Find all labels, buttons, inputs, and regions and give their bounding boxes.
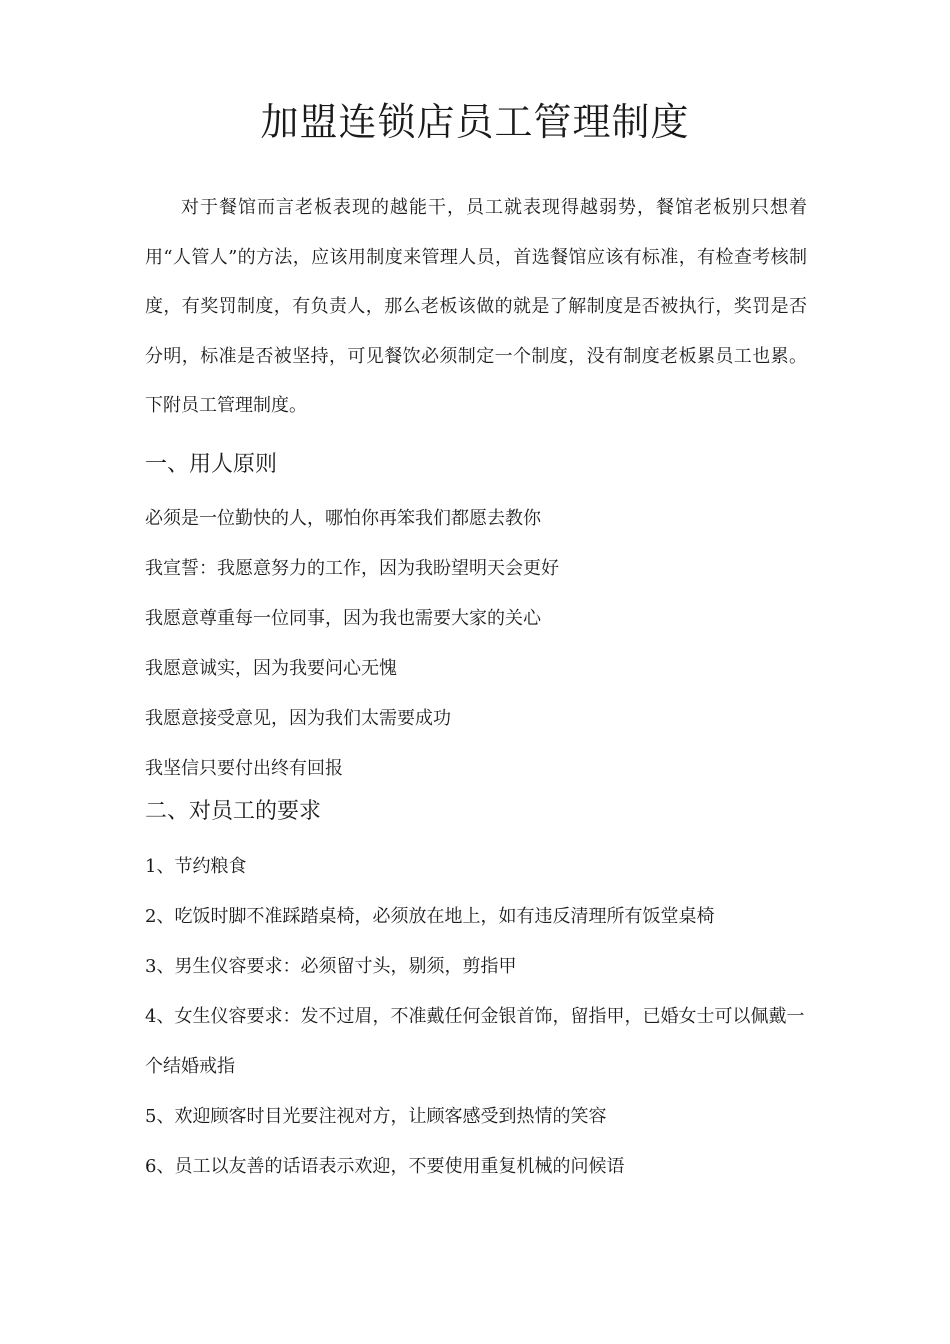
list-item: 必须是一位勤快的人，哪怕你再笨我们都愿去教你	[145, 508, 541, 529]
list-item: 我愿意接受意见，因为我们太需要成功	[145, 708, 451, 729]
list-item: 我坚信只要付出终有回报	[145, 758, 343, 779]
list-item: 2、吃饭时脚不准踩踏桌椅，必须放在地上，如有违反清理所有饭堂桌椅	[145, 906, 715, 927]
list-item: 3、男生仪容要求：必须留寸头，剔须，剪指甲	[145, 956, 517, 977]
list-item: 5、欢迎顾客时目光要注视对方，让顾客感受到热情的笑容	[145, 1106, 607, 1127]
hiring-principles-list	[145, 494, 807, 794]
employee-requirements-list	[145, 842, 807, 1192]
list-item: 我愿意尊重每一位同事，因为我也需要大家的关心	[145, 608, 541, 629]
list-item: 4、女生仪容要求：发不过眉，不准戴任何金银首饰，留指甲，已婚女士可以佩戴一个结婚戒指	[145, 1006, 805, 1077]
document-title: 加盟连锁店员工管理制度	[260, 100, 690, 144]
intro-paragraph: 对于餐馆而言老板表现的越能干，员工就表现得越弱势，餐馆老板别只想着用“人管人”的方法，应该用制度来管理人员，首选餐馆应该有标准，有检查考核制度，有奖罚制度，有负责人，那么老板该做的就是了解制度是否被执行，奖罚是否分明，标准是否被坚持，可见餐饮必须制定一个制度，没有制度老板累员工也累。下附员工管理制度。	[145, 197, 807, 416]
list-item: 我宣誓：我愿意努力的工作，因为我盼望明天会更好	[145, 558, 559, 579]
list-item: 1、节约粮食	[145, 856, 247, 877]
list-item: 6、员工以友善的话语表示欢迎，不要使用重复机械的问候语	[145, 1156, 625, 1177]
section-heading-hiring-principles: 一、用人原则	[145, 452, 278, 477]
list-item: 我愿意诚实，因为我要问心无愧	[145, 658, 397, 679]
section-heading-employee-requirements: 二、对员工的要求	[145, 799, 322, 824]
